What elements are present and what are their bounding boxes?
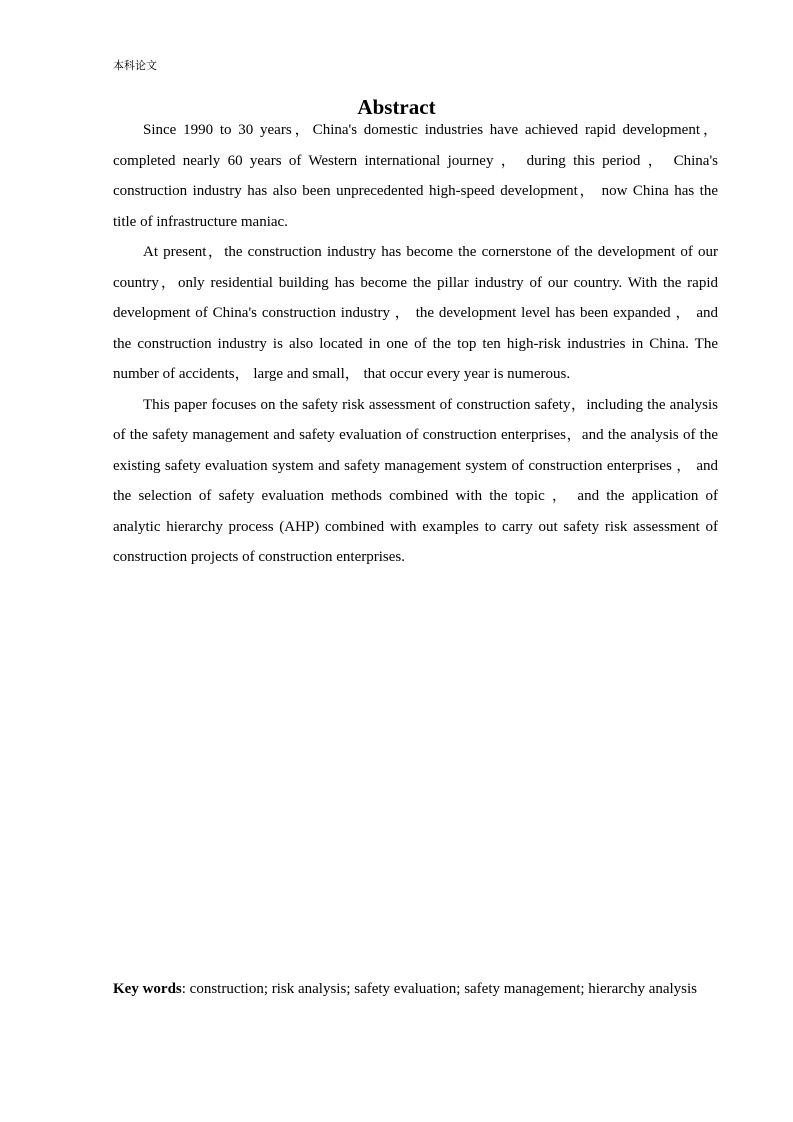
abstract-body <box>113 115 718 573</box>
abstract-paragraph-1: Since 1990 to 30 years，China's domestic industries have achieved rapid development，completed nearly 60 years of Western international journey ， during this period ， China's construction industry has also been unprecedented high-speed development， now China has the title of infrastructure maniac. <box>113 122 718 230</box>
keywords-label: Key words <box>113 981 182 997</box>
abstract-title: Abstract <box>357 95 436 119</box>
keywords-text: construction; risk analysis; safety evaluation; safety management; hierarchy analysis <box>185 981 698 997</box>
page-header-label: 本科论文 <box>113 59 157 72</box>
abstract-paragraph-2: At present，the construction industry has become the cornerstone of the development of our country，only residential building has become the pillar industry of our country. With the rapid development of China's construction industry ， the development level has been expanded ， and the construction industry is also located in one of the top ten high-risk industries in China. The number of accidents， large and small， that occur every year is numerous. <box>113 244 718 382</box>
keywords-separator: : <box>181 981 186 997</box>
abstract-paragraph-3: This paper focuses on the safety risk assessment of construction safety，including the analysis of the safety management and safety evaluation of construction enterprises，and the analysis of the existing safety evaluation system and safety management system of construction enterprises ， and the selection of safety evaluation methods combined with the topic ， and the application of analytic hierarchy process (AHP) combined with examples to carry out safety risk assessment of construction projects of construction enterprises. <box>113 396 718 565</box>
keywords-line <box>113 980 718 999</box>
